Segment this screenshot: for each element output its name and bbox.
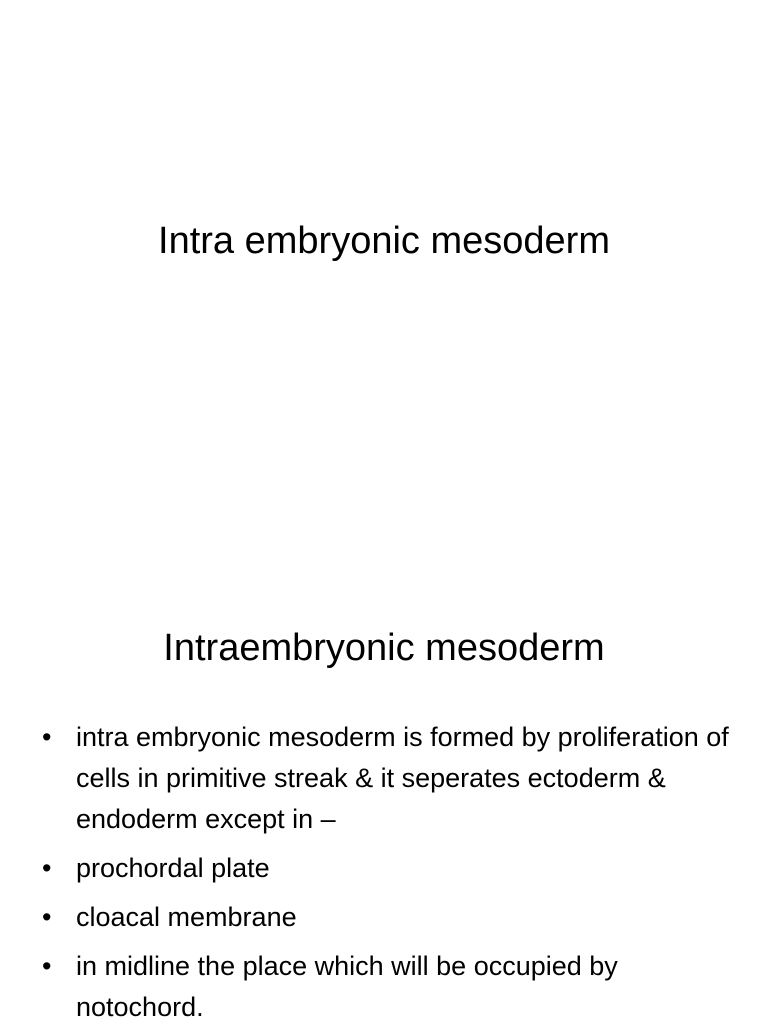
bullet-item-1 xyxy=(42,717,742,840)
bullet-text-4: in midline the place which will be occupied by notochord. xyxy=(76,951,618,1022)
bullet-icon: • xyxy=(42,853,52,883)
slide-2-title: Intraembryonic mesoderm xyxy=(163,627,605,669)
slide-1 xyxy=(0,0,768,512)
bullet-item-2 xyxy=(42,848,742,889)
bullet-item-4 xyxy=(42,946,742,1028)
bullet-icon: • xyxy=(42,951,52,981)
bullet-icon: • xyxy=(42,902,52,932)
bullet-text-1: intra embryonic mesoderm is formed by proliferation of cells in primitive streak & it seperates ectoderm & endoderm except in – xyxy=(76,722,729,834)
bullet-item-3 xyxy=(42,897,742,938)
bullet-text-2: prochordal plate xyxy=(76,853,270,883)
bullet-text-3: cloacal membrane xyxy=(76,902,297,932)
slide-2 xyxy=(0,512,768,1024)
slide-1-title: Intra embryonic mesoderm xyxy=(158,220,610,262)
bullet-icon: • xyxy=(42,722,52,752)
bullet-list xyxy=(42,717,742,1036)
